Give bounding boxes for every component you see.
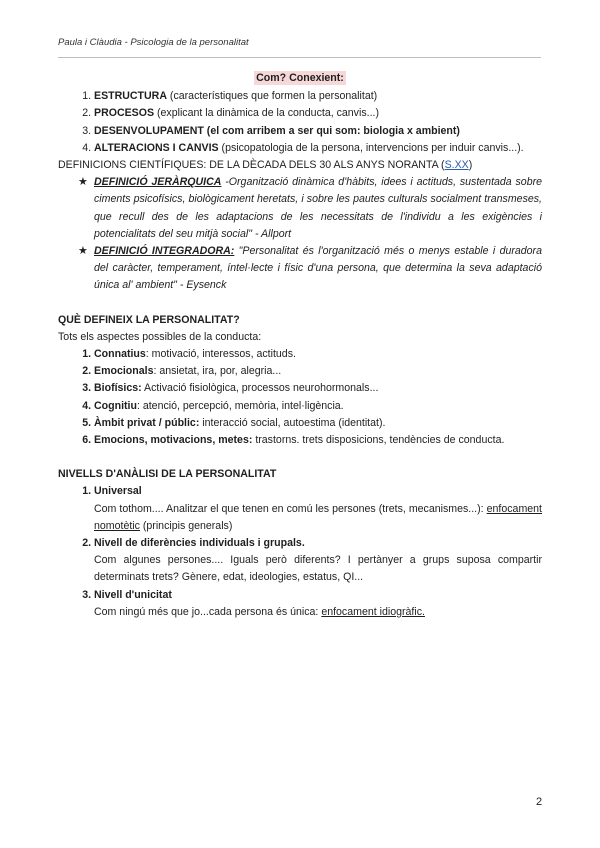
definitions-heading-end: ) — [468, 159, 473, 172]
level-item — [94, 535, 542, 587]
page-number: 2 — [536, 796, 543, 808]
list-item-bold: DESENVOLUPAMENT (el com arribem a ser qui som: biologia x ambient) — [94, 124, 460, 137]
list-item — [94, 363, 542, 380]
structure-list — [58, 88, 542, 157]
section-title-wrap — [58, 70, 542, 87]
page-header: Paula i Clàudia - Psicologia de la personalitat — [58, 37, 249, 48]
list-item-bold: Biofísics: — [94, 382, 142, 395]
what-defines-list — [58, 346, 542, 449]
list-item-bold: Àmbit privat / públic: — [94, 416, 200, 429]
list-item-bold: ESTRUCTURA — [94, 90, 167, 103]
what-defines-intro: Tots els aspectes possibles de la conducta: — [58, 330, 262, 343]
star-icon: ★ — [78, 176, 88, 189]
level-desc — [94, 501, 542, 535]
definition-item — [80, 243, 542, 295]
list-item-bold: ALTERACIONS I CANVIS — [94, 141, 219, 154]
levels-heading: NIVELLS D'ANÀLISI DE LA PERSONALITAT — [58, 468, 277, 481]
list-item — [94, 123, 542, 140]
definitions-list — [58, 174, 542, 294]
level-title: Nivell d'unicitat — [94, 588, 172, 601]
list-item — [94, 432, 542, 449]
definition-item — [80, 174, 542, 243]
level-title: Universal — [94, 485, 142, 498]
level-item — [94, 587, 542, 621]
level-underline: enfocament nomotètic — [94, 502, 542, 532]
page-content — [58, 67, 542, 621]
section-title: Com? Conexient: — [256, 72, 344, 84]
list-item-bold: Cognitiu — [94, 399, 137, 412]
what-defines-section — [58, 312, 542, 450]
list-item — [94, 140, 542, 157]
list-item — [94, 380, 542, 397]
level-title: Nivell de diferències individuals i grupals. — [94, 537, 305, 550]
level-item — [94, 483, 542, 535]
sxx-link[interactable]: S.XX — [444, 159, 469, 172]
list-item — [94, 346, 542, 363]
level-desc — [94, 604, 542, 621]
list-item — [94, 88, 542, 105]
what-defines-heading: QUÈ DEFINEIX LA PERSONALITAT? — [58, 313, 240, 326]
list-item-bold: PROCESOS — [94, 107, 155, 120]
list-item-bold: Emocions, motivacions, metes: — [94, 434, 253, 447]
list-item-text: (psicopatologia de la persona, intervencions per induir canvis...). — [218, 141, 524, 154]
level-desc-after: (principis generals) — [139, 519, 233, 532]
definitions-heading-text: DEFINICIONS CIENTÍFIQUES: DE LA DÈCADA DELS 30 ALS ANYS NORANTA ( — [58, 159, 445, 172]
list-item — [94, 398, 542, 415]
list-item-bold: Emocionals — [94, 365, 154, 378]
list-item-text: trastorns. trets disposicions, tendències de conducta. — [252, 434, 505, 447]
list-item — [94, 105, 542, 122]
level-desc-text: Com ningú més que jo...cada persona és única: — [94, 605, 322, 618]
levels-section — [58, 466, 542, 621]
level-desc — [94, 552, 542, 586]
definition-label: DEFINICIÓ JERÀRQUICA — [94, 176, 222, 189]
definitions-heading — [58, 157, 542, 174]
level-desc-text: Com algunes persones.... Iguals però diferents? I pertànyer a grups suposa compartir determinats trets? Gènere, edat, ideologies, estatus, QI... — [94, 554, 542, 584]
list-item — [94, 415, 542, 432]
star-icon: ★ — [78, 245, 88, 258]
definition-text: "Personalitat és l'organització més o menys estable i duradora del caràcter, temperament, íntel·lecte i físic d'una persona, que determina la seva adaptació única al' ambient" - Eysenck — [94, 245, 542, 292]
definition-text: -Organització dinàmica d'hàbits, idees i actituds, sustentada sobre ciments psicofísics, biològicament heretats, i sobre les pautes culturals socialment transmeses, que recull des de les adaptacions de les necessitats de l'individu a les exigències i potencialitats del seu mitjà social" - Allport — [94, 176, 543, 240]
definition-label: DEFINICIÓ INTEGRADORA: — [94, 245, 235, 258]
header-divider — [58, 57, 541, 58]
list-item-text: : motivació, interessos, actituds. — [145, 348, 296, 361]
level-desc-text: Com tothom.... Analitzar el que tenen en comú les persones (trets, mecanismes...): — [94, 502, 487, 515]
list-item-text: (explicant la dinàmica de la conducta, canvis...) — [154, 107, 379, 120]
level-underline: enfocament idiogràfic. — [321, 605, 425, 618]
list-item-text: interacció social, autoestima (identitat). — [199, 416, 386, 429]
list-item-text: : atenció, percepció, memòria, intel·ligència. — [136, 399, 344, 412]
list-item-bold: Connatius — [94, 348, 146, 361]
levels-list — [58, 483, 542, 621]
list-item-text: : ansietat, ira, por, alegria... — [153, 365, 282, 378]
list-item-text: Activació fisiològica, processos neurohormonals... — [141, 382, 379, 395]
list-item-text: (característiques que formen la personalitat) — [166, 90, 378, 103]
